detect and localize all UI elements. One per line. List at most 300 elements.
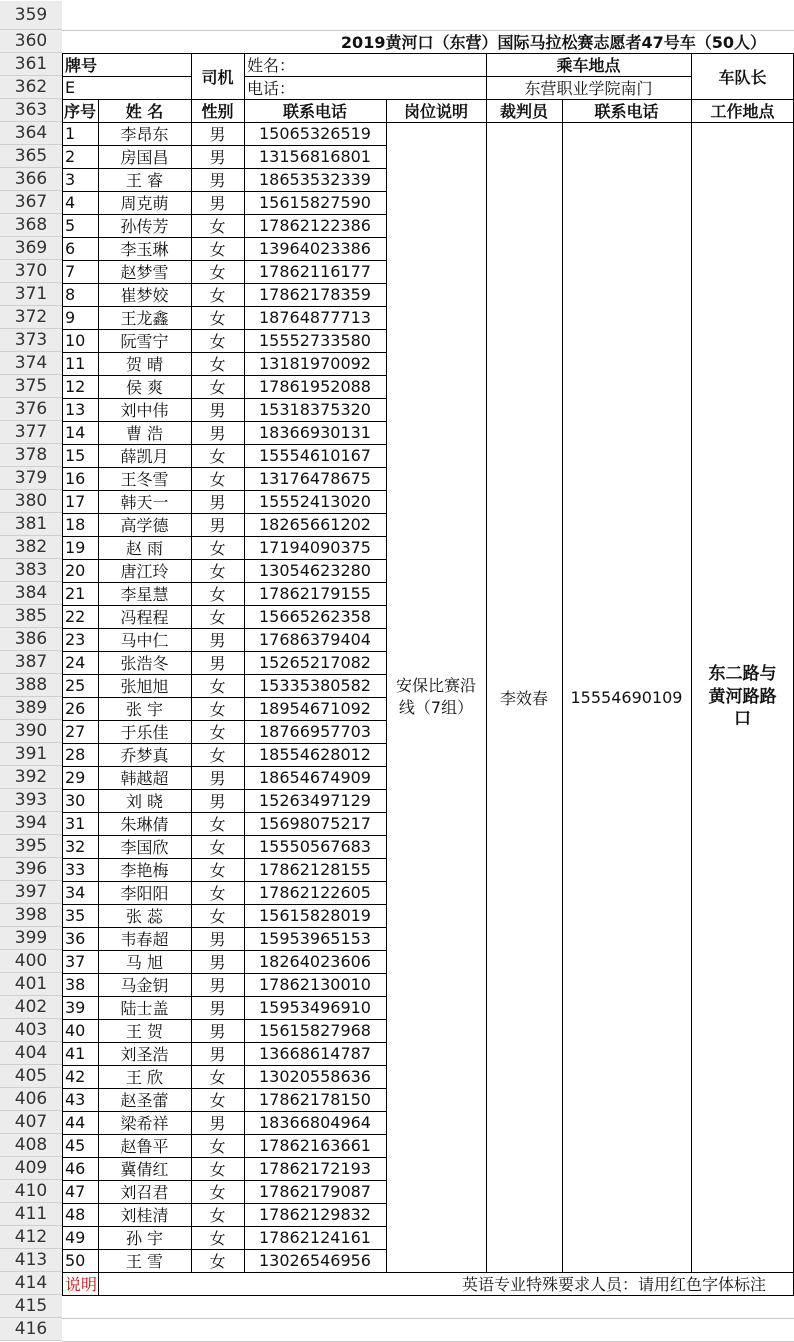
row-header[interactable]: 380 — [0, 490, 62, 513]
grid-line — [62, 1111, 386, 1112]
volunteer-no[interactable]: 3 — [65, 170, 76, 189]
volunteer-no[interactable]: 4 — [65, 193, 76, 212]
volunteer-name[interactable]: 赵梦雪 — [120, 263, 169, 282]
volunteer-gender[interactable]: 女 — [209, 677, 226, 696]
volunteer-phone[interactable]: 15615828019 — [259, 906, 371, 925]
volunteer-name[interactable]: 陆士盖 — [120, 999, 169, 1018]
volunteer-gender[interactable]: 女 — [209, 1160, 226, 1179]
row-header[interactable]: 374 — [0, 352, 62, 375]
volunteer-no[interactable]: 40 — [65, 1021, 86, 1040]
volunteer-phone[interactable]: 17862124161 — [259, 1228, 371, 1247]
volunteer-name[interactable]: 刘中伟 — [120, 401, 169, 420]
volunteer-gender[interactable]: 女 — [209, 562, 226, 581]
volunteer-no[interactable]: 45 — [65, 1136, 86, 1155]
volunteer-no[interactable]: 50 — [65, 1251, 86, 1270]
volunteer-gender[interactable]: 女 — [209, 585, 226, 604]
volunteer-name[interactable]: 马 旭 — [125, 953, 164, 972]
volunteer-no[interactable]: 35 — [65, 906, 86, 925]
volunteer-gender[interactable]: 男 — [209, 171, 226, 190]
volunteer-phone[interactable]: 17862178150 — [259, 1090, 371, 1109]
volunteer-no[interactable]: 22 — [65, 607, 86, 626]
volunteer-phone[interactable]: 13020558636 — [259, 1067, 371, 1086]
volunteer-phone[interactable]: 15552733580 — [259, 331, 371, 350]
volunteer-gender[interactable]: 女 — [209, 1068, 226, 1087]
row-header[interactable]: 378 — [0, 444, 62, 467]
row-header[interactable]: 383 — [0, 559, 62, 582]
volunteer-gender[interactable]: 女 — [209, 861, 226, 880]
volunteer-gender[interactable]: 男 — [209, 769, 226, 788]
volunteer-name[interactable]: 侯 爽 — [125, 378, 164, 397]
volunteer-no[interactable]: 47 — [65, 1182, 86, 1201]
row-header[interactable]: 416 — [0, 1318, 62, 1341]
volunteer-phone[interactable]: 13156816801 — [259, 147, 371, 166]
volunteer-name[interactable]: 唐江玲 — [120, 562, 169, 581]
pickup-value[interactable]: 东营职业学院南门 — [524, 79, 653, 98]
volunteer-gender[interactable]: 男 — [209, 516, 226, 535]
volunteer-phone[interactable]: 15953965153 — [259, 929, 371, 948]
row-header[interactable]: 361 — [0, 53, 62, 76]
volunteer-name[interactable]: 王冬雪 — [120, 470, 169, 489]
volunteer-name[interactable]: 李玉琳 — [120, 240, 169, 259]
volunteer-gender[interactable]: 女 — [209, 470, 226, 489]
volunteer-name[interactable]: 梁希祥 — [120, 1114, 169, 1133]
volunteer-name[interactable]: 薛凯月 — [120, 447, 169, 466]
volunteer-no[interactable]: 6 — [65, 239, 76, 258]
volunteer-no[interactable]: 26 — [65, 699, 86, 718]
volunteer-no[interactable]: 24 — [65, 653, 86, 672]
grid-line — [244, 76, 691, 77]
volunteer-phone[interactable]: 15698075217 — [259, 814, 371, 833]
row-header[interactable]: 396 — [0, 858, 62, 881]
grid-line — [244, 53, 245, 1272]
volunteer-name[interactable]: 朱琳倩 — [120, 815, 169, 834]
volunteer-no[interactable]: 41 — [65, 1044, 86, 1063]
row-header[interactable]: 384 — [0, 582, 62, 605]
col-ref-phone[interactable]: 联系电话 — [594, 102, 659, 121]
col-no[interactable]: 序号 — [63, 102, 96, 121]
plate-label[interactable]: 牌号 — [65, 56, 98, 75]
volunteer-name[interactable]: 房国昌 — [120, 148, 169, 167]
col-work[interactable]: 工作地点 — [710, 102, 775, 121]
row-header[interactable]: 371 — [0, 283, 62, 306]
volunteer-gender[interactable]: 女 — [209, 1091, 226, 1110]
volunteer-name[interactable]: 刘圣浩 — [120, 1045, 169, 1064]
volunteer-phone[interactable]: 17194090375 — [259, 538, 371, 557]
volunteer-gender[interactable]: 女 — [209, 240, 226, 259]
col-referee[interactable]: 裁判员 — [499, 102, 548, 121]
volunteer-gender[interactable]: 男 — [209, 976, 226, 995]
volunteer-gender[interactable]: 女 — [209, 539, 226, 558]
row-header[interactable]: 377 — [0, 421, 62, 444]
volunteer-no[interactable]: 7 — [65, 262, 76, 281]
volunteer-name[interactable]: 刘桂清 — [120, 1206, 169, 1225]
volunteer-no[interactable]: 36 — [65, 929, 86, 948]
volunteer-no[interactable]: 25 — [65, 676, 86, 695]
row-header[interactable]: 394 — [0, 812, 62, 835]
volunteer-no[interactable]: 9 — [65, 308, 76, 327]
volunteer-gender[interactable]: 男 — [209, 1114, 226, 1133]
volunteer-no[interactable]: 29 — [65, 768, 86, 787]
row-header[interactable]: 367 — [0, 191, 62, 214]
row-header[interactable]: 372 — [0, 306, 62, 329]
volunteer-gender[interactable]: 女 — [209, 263, 226, 282]
volunteer-phone[interactable]: 18653532339 — [259, 170, 371, 189]
volunteer-gender[interactable]: 女 — [209, 1229, 226, 1248]
volunteer-no[interactable]: 46 — [65, 1159, 86, 1178]
grid-line — [62, 651, 386, 652]
grid-line — [62, 53, 794, 54]
row-header[interactable]: 406 — [0, 1088, 62, 1111]
volunteer-phone[interactable]: 13964023386 — [259, 239, 371, 258]
row-header[interactable]: 402 — [0, 996, 62, 1019]
col-gender[interactable]: 性别 — [201, 102, 234, 121]
volunteer-name[interactable]: 张 宇 — [125, 700, 164, 719]
volunteer-name[interactable]: 马金钥 — [120, 976, 169, 995]
volunteer-gender[interactable]: 男 — [209, 631, 226, 650]
volunteer-name[interactable]: 李艳梅 — [120, 861, 169, 880]
volunteer-phone[interactable]: 18766957703 — [259, 722, 371, 741]
captain-label[interactable]: 车队长 — [718, 67, 767, 87]
volunteer-no[interactable]: 10 — [65, 331, 86, 350]
row-header[interactable]: 403 — [0, 1019, 62, 1042]
grid-line — [62, 950, 386, 951]
grid-line — [62, 214, 386, 215]
volunteer-name[interactable]: 李昂东 — [120, 125, 169, 144]
row-header[interactable]: 364 — [0, 122, 62, 145]
volunteer-phone[interactable]: 18366930131 — [259, 423, 371, 442]
row-header[interactable]: 397 — [0, 881, 62, 904]
volunteer-no[interactable]: 16 — [65, 469, 86, 488]
row-header[interactable]: 362 — [0, 76, 62, 99]
volunteer-phone[interactable]: 17862129832 — [259, 1205, 371, 1224]
row-header[interactable]: 414 — [0, 1272, 62, 1295]
volunteer-phone[interactable]: 18954671092 — [259, 699, 371, 718]
volunteer-gender[interactable]: 女 — [209, 332, 226, 351]
volunteer-name[interactable]: 张 蕊 — [125, 907, 164, 926]
grid-line — [62, 76, 191, 77]
volunteer-no[interactable]: 14 — [65, 423, 86, 442]
volunteer-name[interactable]: 韩天一 — [120, 493, 169, 512]
volunteer-no[interactable]: 13 — [65, 400, 86, 419]
grid-line — [62, 53, 63, 1295]
volunteer-phone[interactable]: 17862179087 — [259, 1182, 371, 1201]
row-header[interactable]: 389 — [0, 697, 62, 720]
volunteer-phone[interactable]: 17686379404 — [259, 630, 371, 649]
note-text[interactable]: 英语专业特殊要求人员：请用红色字体标注 — [461, 1275, 766, 1294]
volunteer-phone[interactable]: 17862116177 — [259, 262, 371, 281]
volunteer-no[interactable]: 18 — [65, 515, 86, 534]
row-header[interactable]: 410 — [0, 1180, 62, 1203]
volunteer-no[interactable]: 15 — [65, 446, 86, 465]
volunteer-name[interactable]: 刘 晓 — [125, 792, 164, 811]
row-header[interactable]: 386 — [0, 628, 62, 651]
volunteer-name[interactable]: 阮雪宁 — [120, 332, 169, 351]
volunteer-gender[interactable]: 女 — [209, 815, 226, 834]
volunteer-phone[interactable]: 15554610167 — [259, 446, 371, 465]
row-header[interactable]: 381 — [0, 513, 62, 536]
volunteer-phone[interactable]: 15265217082 — [259, 653, 371, 672]
row-header[interactable]: 405 — [0, 1065, 62, 1088]
row-header[interactable]: 363 — [0, 99, 62, 122]
col-phone[interactable]: 联系电话 — [282, 102, 347, 121]
volunteer-no[interactable]: 42 — [65, 1067, 86, 1086]
volunteer-gender[interactable]: 男 — [209, 125, 226, 144]
volunteer-phone[interactable]: 17862122386 — [259, 216, 371, 235]
row-header[interactable]: 400 — [0, 950, 62, 973]
row-header[interactable]: 370 — [0, 260, 62, 283]
volunteer-name[interactable]: 王 欣 — [125, 1068, 164, 1087]
volunteer-phone[interactable]: 13668614787 — [259, 1044, 371, 1063]
volunteer-no[interactable]: 43 — [65, 1090, 86, 1109]
volunteer-no[interactable]: 12 — [65, 377, 86, 396]
volunteer-no[interactable]: 17 — [65, 492, 86, 511]
row-header[interactable]: 398 — [0, 904, 62, 927]
volunteer-phone[interactable]: 18366804964 — [259, 1113, 371, 1132]
row-header[interactable]: 401 — [0, 973, 62, 996]
volunteer-phone[interactable]: 18264023606 — [259, 952, 371, 971]
row-header[interactable]: 409 — [0, 1157, 62, 1180]
row-header[interactable]: 365 — [0, 145, 62, 168]
volunteer-no[interactable]: 11 — [65, 354, 86, 373]
row-header[interactable]: 391 — [0, 743, 62, 766]
volunteer-phone[interactable]: 15953496910 — [259, 998, 371, 1017]
volunteer-name[interactable]: 冀倩红 — [120, 1160, 169, 1179]
volunteer-phone[interactable]: 18654674909 — [259, 768, 371, 787]
row-header[interactable]: 360 — [0, 30, 62, 53]
volunteer-no[interactable]: 30 — [65, 791, 86, 810]
row-header[interactable]: 408 — [0, 1134, 62, 1157]
volunteer-gender[interactable]: 男 — [209, 493, 226, 512]
work-place[interactable]: 东二路与黄河路路口 — [708, 663, 777, 730]
row-header[interactable]: 393 — [0, 789, 62, 812]
volunteer-gender[interactable]: 女 — [209, 378, 226, 397]
volunteer-name[interactable]: 王 贺 — [125, 1022, 164, 1041]
row-header[interactable]: 359 — [0, 1, 62, 30]
row-header[interactable]: 369 — [0, 237, 62, 260]
volunteer-gender[interactable]: 女 — [209, 1137, 226, 1156]
grid-line — [62, 145, 386, 146]
row-header[interactable]: 376 — [0, 398, 62, 421]
volunteer-phone[interactable]: 17862128155 — [259, 860, 371, 879]
sheet-title[interactable]: 2019黄河口（东营）国际马拉松赛志愿者47号车（50人） — [340, 33, 766, 52]
row-header[interactable]: 407 — [0, 1111, 62, 1134]
volunteer-phone[interactable]: 15665262358 — [259, 607, 371, 626]
row-header[interactable]: 366 — [0, 168, 62, 191]
volunteer-no[interactable]: 48 — [65, 1205, 86, 1224]
volunteer-gender[interactable]: 女 — [209, 447, 226, 466]
col-post[interactable]: 岗位说明 — [403, 102, 468, 121]
volunteer-phone[interactable]: 17862179155 — [259, 584, 371, 603]
volunteer-gender[interactable]: 男 — [209, 1022, 226, 1041]
volunteer-phone[interactable]: 13181970092 — [259, 354, 371, 373]
volunteer-gender[interactable]: 女 — [209, 723, 226, 742]
volunteer-phone[interactable]: 17862163661 — [259, 1136, 371, 1155]
volunteer-name[interactable]: 王龙鑫 — [120, 309, 169, 328]
volunteer-gender[interactable]: 女 — [209, 286, 226, 305]
volunteer-gender[interactable]: 女 — [209, 884, 226, 903]
post-description[interactable]: 安保比赛沿线（7组） — [395, 676, 476, 717]
row-header[interactable]: 412 — [0, 1226, 62, 1249]
volunteer-no[interactable]: 37 — [65, 952, 86, 971]
volunteer-name[interactable]: 曹 浩 — [125, 424, 164, 443]
plate-value[interactable]: E — [65, 78, 76, 97]
volunteer-gender[interactable]: 女 — [209, 309, 226, 328]
volunteer-phone[interactable]: 15335380582 — [259, 676, 371, 695]
volunteer-phone[interactable]: 17862178359 — [259, 285, 371, 304]
volunteer-no[interactable]: 5 — [65, 216, 76, 235]
driver-label[interactable]: 司机 — [201, 67, 234, 87]
volunteer-gender[interactable]: 女 — [209, 907, 226, 926]
row-header[interactable]: 379 — [0, 467, 62, 490]
volunteer-phone[interactable]: 15615827590 — [259, 193, 371, 212]
grid-line — [62, 490, 386, 491]
volunteer-name[interactable]: 崔梦姣 — [120, 286, 169, 305]
volunteer-name[interactable]: 李星慧 — [120, 585, 169, 604]
volunteer-gender[interactable]: 女 — [209, 355, 226, 374]
volunteer-gender[interactable]: 女 — [209, 608, 226, 627]
volunteer-name[interactable]: 赵鲁平 — [120, 1137, 169, 1156]
volunteer-name[interactable]: 韩越超 — [120, 769, 169, 788]
volunteer-name[interactable]: 贺 晴 — [125, 355, 164, 374]
note-label[interactable]: 说明 — [65, 1275, 98, 1294]
volunteer-gender[interactable]: 男 — [209, 792, 226, 811]
row-header[interactable]: 387 — [0, 651, 62, 674]
volunteer-gender[interactable]: 女 — [209, 1252, 226, 1271]
volunteer-phone[interactable]: 17861952088 — [259, 377, 371, 396]
volunteer-gender[interactable]: 男 — [209, 953, 226, 972]
driver-name[interactable]: 姓名： — [247, 56, 296, 75]
volunteer-name[interactable]: 李国欣 — [120, 838, 169, 857]
volunteer-name[interactable]: 张浩冬 — [120, 654, 169, 673]
volunteer-phone[interactable]: 15065326519 — [259, 124, 371, 143]
volunteer-no[interactable]: 8 — [65, 285, 76, 304]
volunteer-no[interactable]: 33 — [65, 860, 86, 879]
pickup-label[interactable]: 乘车地点 — [556, 56, 621, 75]
volunteer-phone[interactable]: 17862122605 — [259, 883, 371, 902]
volunteer-name[interactable]: 王 雪 — [125, 1252, 164, 1271]
volunteer-no[interactable]: 27 — [65, 722, 86, 741]
referee-phone[interactable]: 15554690109 — [570, 687, 683, 707]
referee-name[interactable]: 李效春 — [499, 688, 548, 708]
row-header[interactable]: 413 — [0, 1249, 62, 1272]
volunteer-phone[interactable]: 18764877713 — [259, 308, 371, 327]
grid-line — [562, 99, 563, 1272]
grid-line — [62, 904, 386, 905]
row-header[interactable]: 375 — [0, 375, 62, 398]
volunteer-name[interactable]: 马中仁 — [120, 631, 169, 650]
volunteer-phone[interactable]: 17862172193 — [259, 1159, 371, 1178]
volunteer-name[interactable]: 刘召君 — [120, 1183, 169, 1202]
volunteer-gender[interactable]: 女 — [209, 1206, 226, 1225]
volunteer-no[interactable]: 32 — [65, 837, 86, 856]
volunteer-name[interactable]: 张旭旭 — [120, 677, 169, 696]
volunteer-gender[interactable]: 男 — [209, 401, 226, 420]
volunteer-no[interactable]: 39 — [65, 998, 86, 1017]
volunteer-name[interactable]: 周克萌 — [120, 194, 169, 213]
volunteer-gender[interactable]: 女 — [209, 746, 226, 765]
volunteer-phone[interactable]: 15552413020 — [259, 492, 371, 511]
grid-line — [62, 1295, 794, 1296]
grid-line — [62, 168, 386, 169]
volunteer-name[interactable]: 王 睿 — [125, 171, 164, 190]
grid-line — [62, 628, 386, 629]
volunteer-phone[interactable]: 18265661202 — [259, 515, 371, 534]
volunteer-no[interactable]: 23 — [65, 630, 86, 649]
volunteer-no[interactable]: 20 — [65, 561, 86, 580]
volunteer-gender[interactable]: 男 — [209, 194, 226, 213]
row-header[interactable]: 368 — [0, 214, 62, 237]
volunteer-phone[interactable]: 13054623280 — [259, 561, 371, 580]
volunteer-name[interactable]: 孙传芳 — [120, 217, 169, 236]
volunteer-name[interactable]: 于乐佳 — [120, 723, 169, 742]
row-header[interactable]: 411 — [0, 1203, 62, 1226]
volunteer-phone[interactable]: 13176478675 — [259, 469, 371, 488]
volunteer-no[interactable]: 1 — [65, 124, 76, 143]
volunteer-no[interactable]: 34 — [65, 883, 86, 902]
row-header[interactable]: 395 — [0, 835, 62, 858]
volunteer-phone[interactable]: 15318375320 — [259, 400, 371, 419]
grid-line — [62, 1272, 794, 1273]
volunteer-gender[interactable]: 男 — [209, 999, 226, 1018]
volunteer-gender[interactable]: 男 — [209, 1045, 226, 1064]
volunteer-name[interactable]: 孙 宇 — [125, 1229, 164, 1248]
volunteer-gender[interactable]: 男 — [209, 930, 226, 949]
volunteer-gender[interactable]: 女 — [209, 1183, 226, 1202]
volunteer-name[interactable]: 赵 雨 — [125, 539, 164, 558]
col-name[interactable]: 姓 名 — [125, 102, 164, 121]
row-header[interactable]: 373 — [0, 329, 62, 352]
volunteer-no[interactable]: 2 — [65, 147, 76, 166]
volunteer-no[interactable]: 31 — [65, 814, 86, 833]
row-header[interactable]: 385 — [0, 605, 62, 628]
row-header[interactable]: 392 — [0, 766, 62, 789]
volunteer-gender[interactable]: 女 — [209, 700, 226, 719]
volunteer-name[interactable]: 赵圣蕾 — [120, 1091, 169, 1110]
volunteer-name[interactable]: 高学德 — [120, 516, 169, 535]
volunteer-name[interactable]: 乔梦真 — [120, 746, 169, 765]
volunteer-no[interactable]: 28 — [65, 745, 86, 764]
volunteer-phone[interactable]: 15615827968 — [259, 1021, 371, 1040]
driver-phone[interactable]: 电话： — [247, 79, 296, 98]
volunteer-name[interactable]: 李阳阳 — [120, 884, 169, 903]
volunteer-gender[interactable]: 男 — [209, 654, 226, 673]
grid-line — [62, 329, 386, 330]
row-header[interactable]: 390 — [0, 720, 62, 743]
volunteer-gender[interactable]: 女 — [209, 838, 226, 857]
volunteer-phone[interactable]: 17862130010 — [259, 975, 371, 994]
volunteer-name[interactable]: 冯程程 — [120, 608, 169, 627]
volunteer-no[interactable]: 44 — [65, 1113, 86, 1132]
volunteer-no[interactable]: 38 — [65, 975, 86, 994]
volunteer-gender[interactable]: 男 — [209, 148, 226, 167]
volunteer-no[interactable]: 21 — [65, 584, 86, 603]
volunteer-phone[interactable]: 15550567683 — [259, 837, 371, 856]
row-header[interactable]: 404 — [0, 1042, 62, 1065]
row-header[interactable]: 382 — [0, 536, 62, 559]
row-header[interactable]: 415 — [0, 1295, 62, 1318]
volunteer-no[interactable]: 49 — [65, 1228, 86, 1247]
volunteer-name[interactable]: 韦春超 — [120, 930, 169, 949]
volunteer-gender[interactable]: 女 — [209, 217, 226, 236]
volunteer-no[interactable]: 19 — [65, 538, 86, 557]
volunteer-phone[interactable]: 18554628012 — [259, 745, 371, 764]
row-header[interactable]: 399 — [0, 927, 62, 950]
volunteer-phone[interactable]: 13026546956 — [259, 1251, 371, 1270]
volunteer-gender[interactable]: 男 — [209, 424, 226, 443]
row-header[interactable]: 388 — [0, 674, 62, 697]
grid-line — [62, 789, 386, 790]
volunteer-phone[interactable]: 15263497129 — [259, 791, 371, 810]
